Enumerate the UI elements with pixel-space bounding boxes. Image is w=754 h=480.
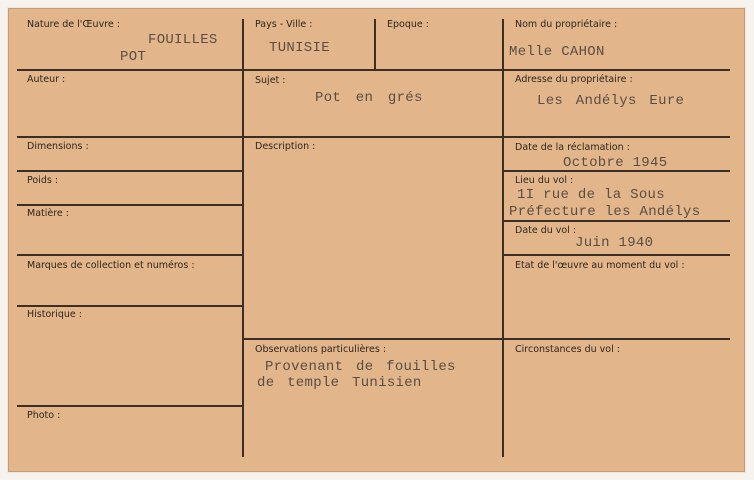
label-etat: Etat de l'œuvre au moment du vol : (515, 260, 685, 271)
rule (504, 136, 730, 138)
rule (17, 170, 242, 172)
value-nature-line2: POT (120, 49, 147, 65)
rule (504, 338, 730, 340)
label-sujet: Sujet : (255, 75, 286, 86)
value-date-vol: Juin 1940 (575, 235, 654, 251)
rule (244, 136, 502, 138)
label-dimensions: Dimensions : (27, 141, 89, 152)
value-adresse: Les Andélys Eure (537, 93, 685, 109)
rule (17, 136, 242, 138)
rule (244, 69, 502, 71)
rule (17, 69, 242, 71)
label-pays: Pays - Ville : (255, 19, 313, 30)
value-lieu-vol-line2: Préfecture les Andélys (509, 204, 701, 220)
label-auteur: Auteur : (27, 74, 66, 85)
rule (504, 220, 730, 222)
rule (17, 254, 242, 256)
value-pays: TUNISIE (269, 40, 330, 56)
label-proprietaire: Nom du propriétaire : (515, 19, 618, 30)
index-card (8, 8, 745, 472)
column-divider-right (502, 19, 504, 457)
rule (244, 338, 502, 340)
label-date-reclamation: Date de la réclamation : (515, 142, 630, 153)
label-marques: Marques de collection et numéros : (27, 260, 195, 271)
value-observations-line1: Provenant de fouilles (265, 359, 456, 375)
column-divider-epoque (374, 19, 376, 69)
label-epoque: Epoque : (387, 19, 429, 30)
rule (504, 254, 730, 256)
value-nature-line1: FOUILLES (148, 32, 218, 48)
rule (17, 405, 242, 407)
value-observations-line2: de temple Tunisien (257, 375, 422, 391)
label-adresse: Adresse du propriétaire : (515, 74, 633, 85)
value-sujet: Pot en grés (315, 90, 423, 106)
value-date-reclamation: Octobre 1945 (563, 155, 668, 171)
value-proprietaire: Melle CAHON (509, 44, 605, 60)
rule (17, 305, 242, 307)
label-description: Description : (255, 141, 316, 152)
label-photo: Photo : (27, 410, 61, 421)
label-date-vol: Date du vol : (515, 225, 577, 236)
label-lieu-vol: Lieu du vol : (515, 175, 574, 186)
column-divider-left (242, 19, 244, 457)
label-matiere: Matière : (27, 208, 69, 219)
label-poids: Poids : (27, 175, 59, 186)
label-historique: Historique : (27, 309, 82, 320)
rule (504, 69, 730, 71)
rule (17, 204, 242, 206)
label-circonstances: Circonstances du vol : (515, 344, 620, 355)
value-lieu-vol-line1: 1I rue de la Sous (517, 187, 665, 203)
label-nature: Nature de l'Œuvre : (27, 19, 120, 30)
label-observations: Observations particulières : (255, 344, 387, 355)
